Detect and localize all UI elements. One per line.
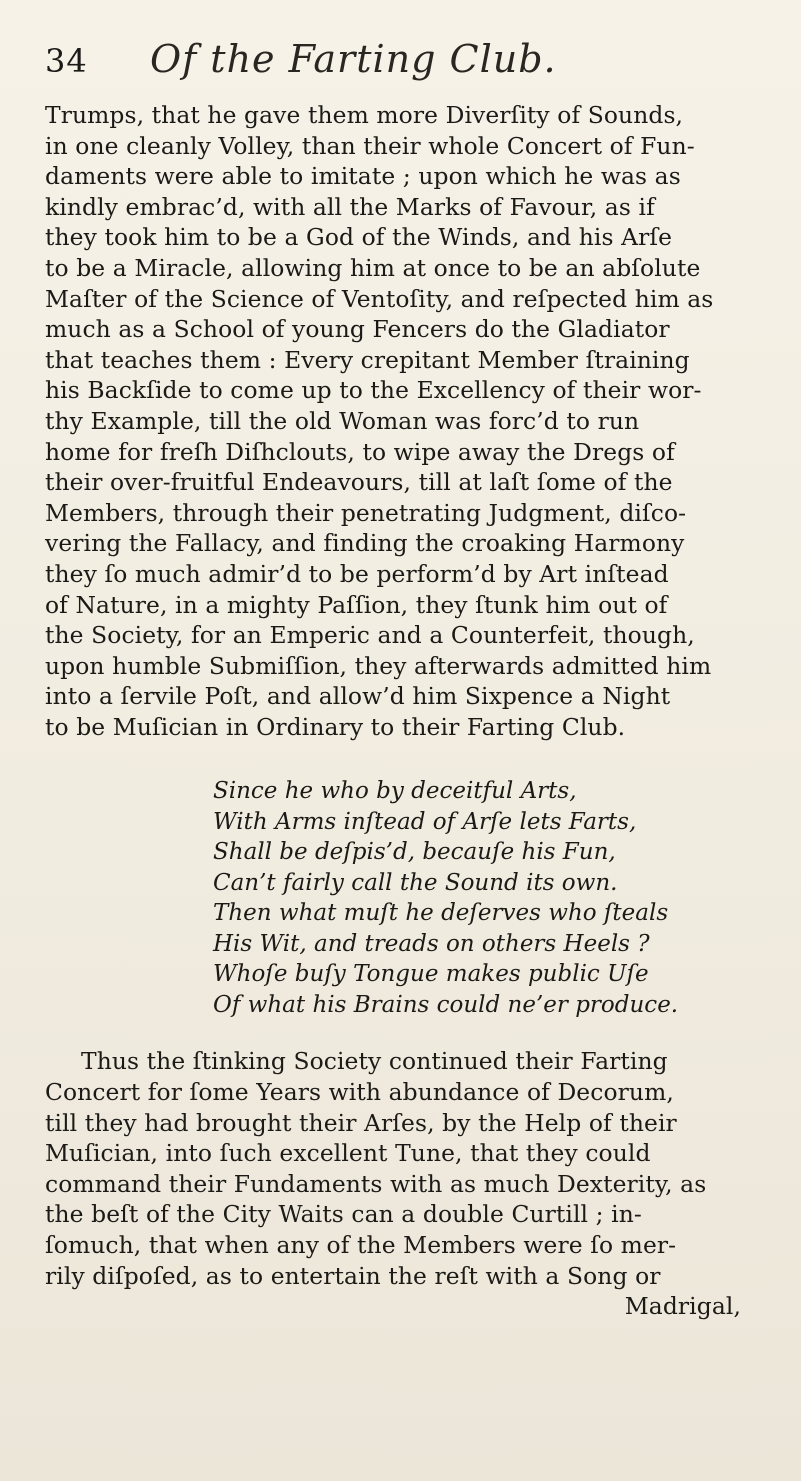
text-line: the beſt of the City Waits can a double Curtill ; in- [45, 1200, 642, 1229]
verse-line: Shall be deſpis’d, becauſe his Fun, [213, 839, 616, 866]
verse-line: Can’t fairly call the Sound its own. [213, 869, 618, 896]
text-line: kindly embrac’d, with all the Marks of Favour, as if [45, 192, 655, 221]
text-line: till they had brought their Arſes, by the Help of their [45, 1108, 677, 1137]
text-line: thy Example, till the old Woman was forc’d to run [45, 406, 640, 435]
verse-line: Then what muſt he deſerves who ſteals [213, 900, 669, 927]
text-line: in one cleanly Volley, than their whole Concert of Fun- [45, 131, 695, 160]
text-line: Muſician, into ſuch excellent Tune, that they could [45, 1139, 651, 1168]
verse-line: Since he who by deceitful Arts, [213, 778, 577, 805]
text-line: to be a Miracle, allowing him at once to be an abſolute [45, 253, 701, 282]
text-line: into a ſervile Poſt, and allow’d him Sixpence a Night [45, 682, 671, 711]
text-line: Members, through their penetrating Judgment, diſco- [45, 498, 687, 527]
text-line: to be Muſician in Ordinary to their Farting Club. [45, 712, 626, 741]
paragraph-1 [45, 100, 771, 742]
text-line: they ſo much admir’d to be perform’d by Art inſtead [45, 559, 669, 588]
text-line: they took him to be a God of the Winds, and his Arſe [45, 223, 673, 252]
running-head [45, 37, 771, 100]
verse-stanza [213, 776, 771, 1020]
text-line: Trumps, that he gave them more Diverſity of Sounds, [45, 101, 684, 129]
text-line: Concert for ſome Years with abundance of Decorum, [45, 1078, 674, 1107]
text-line: that teaches them : Every crepitant Member ſtraining [45, 345, 690, 374]
catchword: Madrigal, [624, 1292, 741, 1321]
text-line: of Nature, in a mighty Paſſion, they ſtunk him out of [45, 590, 668, 619]
paragraph-2 [45, 1046, 771, 1321]
text-line: home for freſh Diſhclouts, to wipe away the Dregs of [45, 437, 675, 466]
text-line: his Backſide to come up to the Excellency of their wor- [45, 376, 702, 405]
text-line: daments were able to imitate ; upon which he was as [45, 162, 681, 191]
text-line: their over-fruitful Endeavours, till at laſt ſome of the [45, 468, 673, 497]
text-line: command their Fundaments with as much Dexterity, as [45, 1169, 707, 1198]
text-line: the Society, for an Emperic and a Counterfeit, though, [45, 621, 695, 650]
text-line: ſomuch, that when any of the Members were ſo mer- [45, 1231, 677, 1260]
verse-line: Of what his Brains could ne’er produce. [213, 991, 679, 1018]
text-line: vering the Fallacy, and finding the croaking Harmony [45, 529, 685, 558]
text-line: Maſter of the Science of Ventoſity, and reſpected him as [45, 284, 714, 313]
verse-line: With Arms inſtead of Arſe lets Farts, [213, 808, 637, 835]
verse-line: His Wit, and treads on others Heels ? [213, 930, 650, 957]
text-line: much as a School of young Fencers do the Gladiator [45, 315, 670, 344]
verse-line: Whoſe buſy Tongue makes public Uſe [213, 961, 649, 988]
running-title: Of the Farting Club. [150, 37, 557, 81]
text-line: rily diſpoſed, as to entertain the reſt with a Song or [45, 1261, 661, 1290]
page-number: 34 [45, 42, 88, 80]
text-line: upon humble Submiſſion, they afterwards admitted him [45, 651, 712, 680]
text-line: Thus the ſtinking Society continued their Farting [81, 1047, 668, 1076]
